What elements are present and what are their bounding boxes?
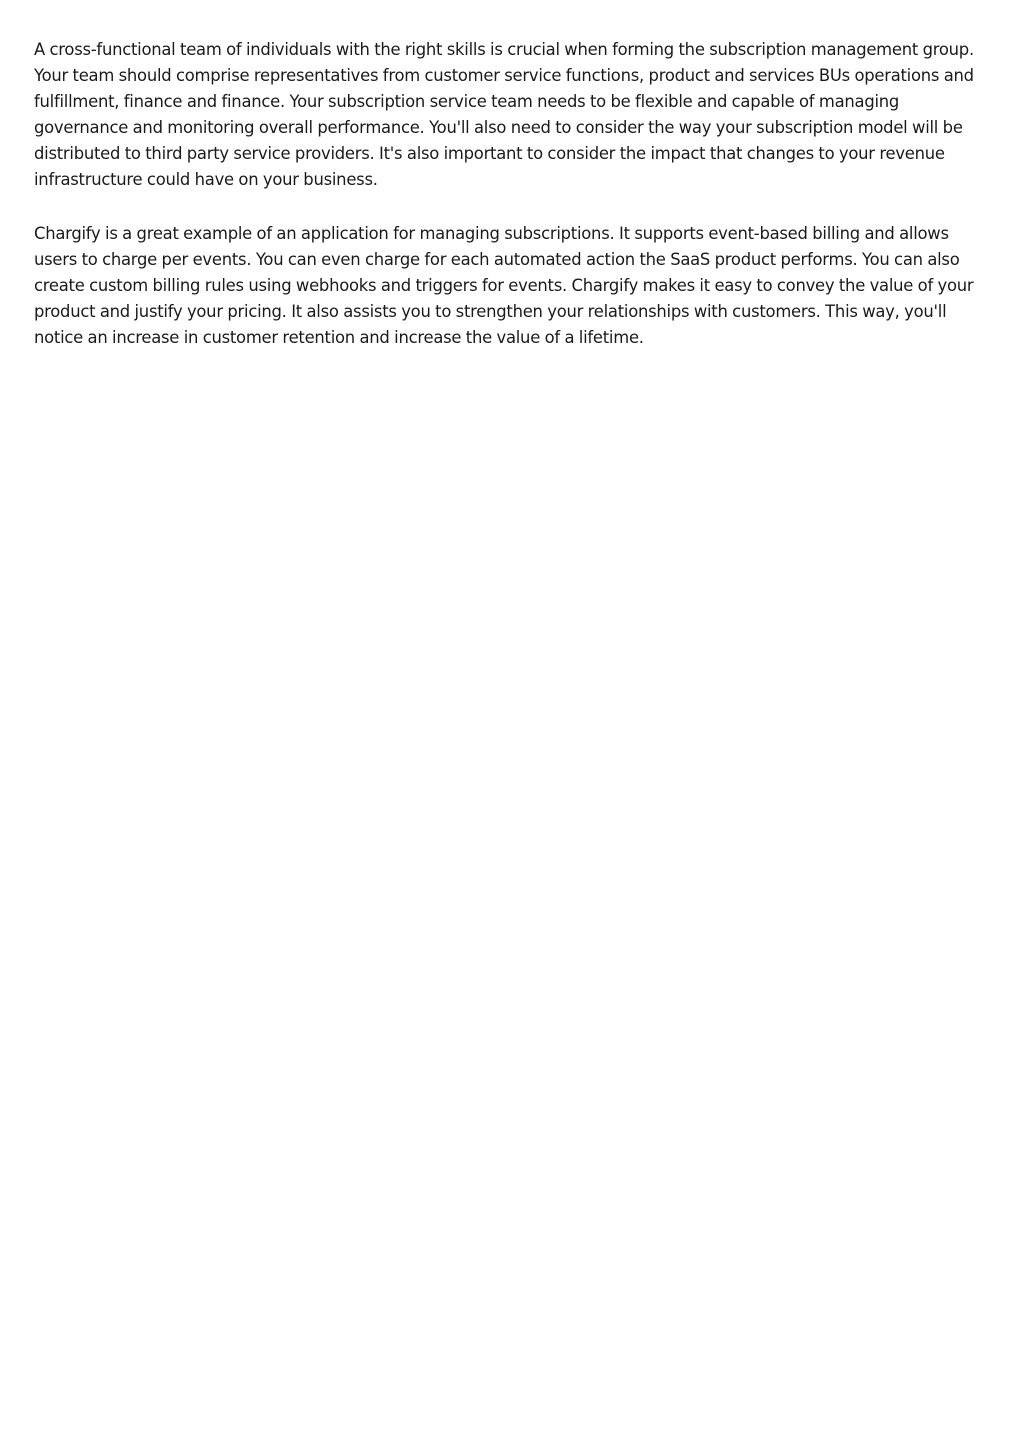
document-body bbox=[34, 37, 994, 351]
paragraph-chargify: Chargify is a great example of an application for managing subscriptions. It supports event-based billing and allows users to charge per events. You can even charge for each automated action the SaaS product performs. You can also create custom billing rules using webhooks and triggers for events. Chargify makes it easy to convey the value of your product and justify your pricing. It also assists you to strengthen your relationships with customers. This way, you'll notice an increase in customer retention and increase the value of a lifetime. bbox=[34, 224, 974, 347]
paragraph-subscription-team: A cross-functional team of individuals with the right skills is crucial when forming the subscription management group. Your team should comprise representatives from customer service functions, product and services BUs operations and fulfillment, finance and finance. Your subscription service team needs to be flexible and capable of managing governance and monitoring overall performance. You'll also need to consider the way your subscription model will be distributed to third party service providers. It's also important to consider the impact that changes to your revenue infrastructure could have on your business. bbox=[34, 40, 974, 189]
